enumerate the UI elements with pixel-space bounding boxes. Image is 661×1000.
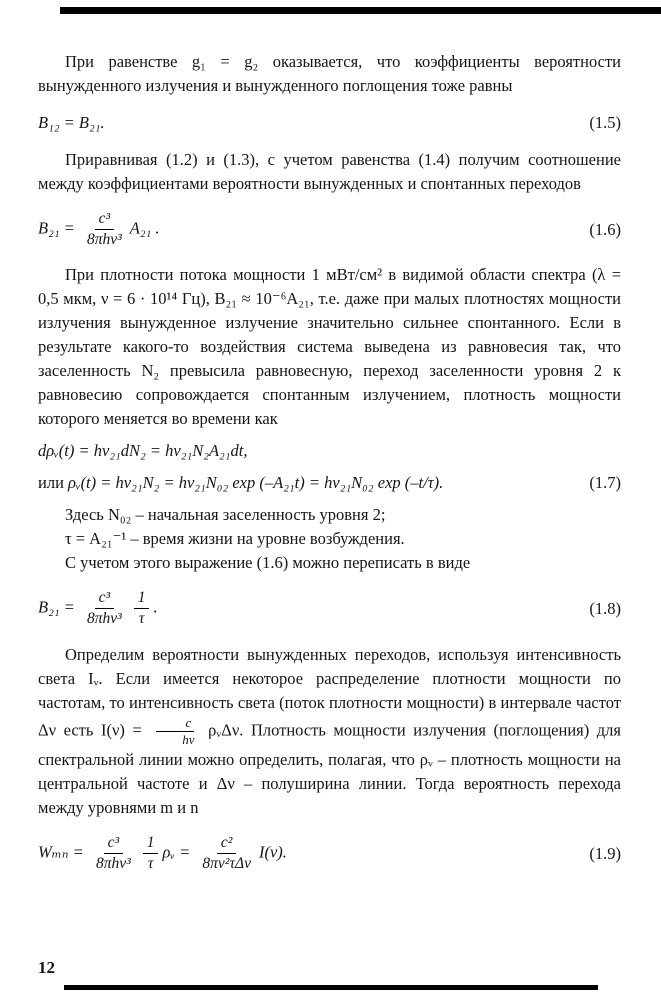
note-initial-population: Здесь N₀₂ – начальная заселенность уровня 2;: [65, 505, 386, 525]
fraction-denominator: 8πν²τΔν: [202, 855, 251, 873]
note-rewrite: С учетом этого выражение (1.6) можно переписать в виде: [65, 553, 471, 573]
equation-1-9-mid: ρᵥ =: [162, 842, 195, 862]
equation-1-7b-body: [38, 471, 581, 495]
fraction: [83, 209, 126, 250]
equation-1-8-rhs: .: [153, 597, 158, 617]
fraction-numerator: 1: [143, 833, 159, 854]
equation-1-5-text: B₁₂ = B₂₁.: [38, 113, 105, 132]
paragraph-relation-coefficients: Приравнивая (1.2) и (1.3), с учетом равенства (1.4) получим соотношение между коэффициентами вероятности вынужденных и спонтанных переходов: [38, 150, 621, 193]
scan-artifact-top: [60, 7, 661, 14]
equation-1-7a-text: dρᵥ(t) = hν₂₁dN₂ = hν₂₁N₂A₂₁dt,: [38, 441, 248, 461]
equation-1-8: [38, 588, 621, 629]
equation-1-5: [38, 111, 621, 135]
equation-1-9-lhs: Wₘₙ =: [38, 842, 88, 862]
fraction-numerator: c²: [217, 833, 237, 854]
equation-1-8-number: (1.8): [589, 598, 621, 618]
paragraph-power-density: При плотности потока мощности 1 мВт/см² в видимой области спектра (λ = 0,5 мкм, ν = 6 · 10¹⁴ Гц), B₂₁ ≈ 10⁻⁶A₂₁, т.е. даже при малых плотностях мощности излучения вынужденное излучение значительно сильнее спонтанного. Если в результате какого-то воздействия система выведена из равновесия так, что заселенность N₂ превысила равновесную, переход заселенности уровня 2 к равновесию сопровождается спонтанным излучением, плотность мощности которого меняется во времени как: [38, 265, 621, 429]
paragraph-intensity-after: ρᵥΔν. Плотность мощности излучения (поглощения) для спектральной линии можно определить, полагая, что ρᵥ – плотность мощности на центральной частоте и Δν – полуширина линии. Тогда вероятность перехода между уровнями m и n: [38, 720, 621, 818]
fraction-denominator: 8πhν³: [95, 855, 131, 873]
equation-1-9-rhs: I(ν).: [258, 842, 287, 862]
fraction: [198, 833, 255, 874]
equation-1-6-number: (1.6): [589, 219, 621, 239]
fraction: [134, 588, 150, 629]
page-content: [38, 50, 621, 887]
equation-1-7b-prefix: или: [38, 473, 69, 493]
fraction: [143, 833, 159, 874]
equation-1-6-lhs: B₂₁ =: [38, 218, 79, 238]
fraction: [83, 588, 126, 629]
equation-1-7b-number: (1.7): [589, 473, 621, 493]
equation-1-5-body: [38, 111, 581, 135]
equation-1-9: [38, 833, 621, 874]
fraction-numerator: c³: [95, 588, 115, 609]
fraction-numerator: c³: [104, 833, 124, 854]
paragraph-equality-coefficients: При равенстве g₁ = g₂ оказывается, что коэффициенты вероятности вынужденного излучения и вынужденного поглощения тоже равны: [38, 52, 621, 95]
paragraph-intensity-before: Определим вероятности вынужденных переходов, используя интенсивность света Iᵥ. Если имеется некоторое распределение плотности мощности по частотам, то интенсивность света (поток плотности мощности) в интервале частот Δν есть I(ν) =: [38, 644, 621, 740]
equation-1-8-body: [38, 588, 581, 629]
equation-1-7b-text: ρᵥ(t) = hν₂₁N₂ = hν₂₁N₀₂ exp (–A₂₁t) = hν₂₁N₀₂ exp (–t/τ).: [68, 473, 444, 493]
fraction-denominator: hν: [182, 731, 195, 747]
note-lifetime: τ = A₂₁⁻¹ – время жизни на уровне возбуждения.: [65, 529, 405, 549]
fraction-denominator: 8πhν³: [86, 610, 122, 628]
paragraph-intensity: [38, 643, 621, 821]
equation-1-6-body: [38, 209, 581, 250]
fraction-numerator: c³: [95, 209, 115, 230]
fraction: [92, 833, 135, 874]
equation-1-6-rhs: A₂₁ .: [129, 218, 160, 238]
scan-artifact-bottom: [64, 985, 598, 990]
page-number: 12: [38, 958, 55, 977]
equation-1-6: [38, 209, 621, 250]
equation-1-8-lhs: B₂₁ =: [38, 597, 79, 617]
equation-1-7a-body: [38, 439, 621, 463]
fraction-numerator: c: [156, 715, 195, 732]
equation-1-9-number: (1.9): [589, 843, 621, 863]
equation-1-7b: [38, 471, 621, 495]
equation-1-9-body: [38, 833, 581, 874]
fraction-denominator: τ: [138, 610, 145, 628]
equation-1-5-number: (1.5): [589, 113, 621, 132]
fraction-denominator: τ: [147, 855, 154, 873]
fraction-denominator: 8πhν³: [86, 231, 122, 249]
inline-fraction: [152, 715, 197, 749]
fraction-numerator: 1: [134, 588, 150, 609]
equation-1-7a: [38, 439, 621, 463]
